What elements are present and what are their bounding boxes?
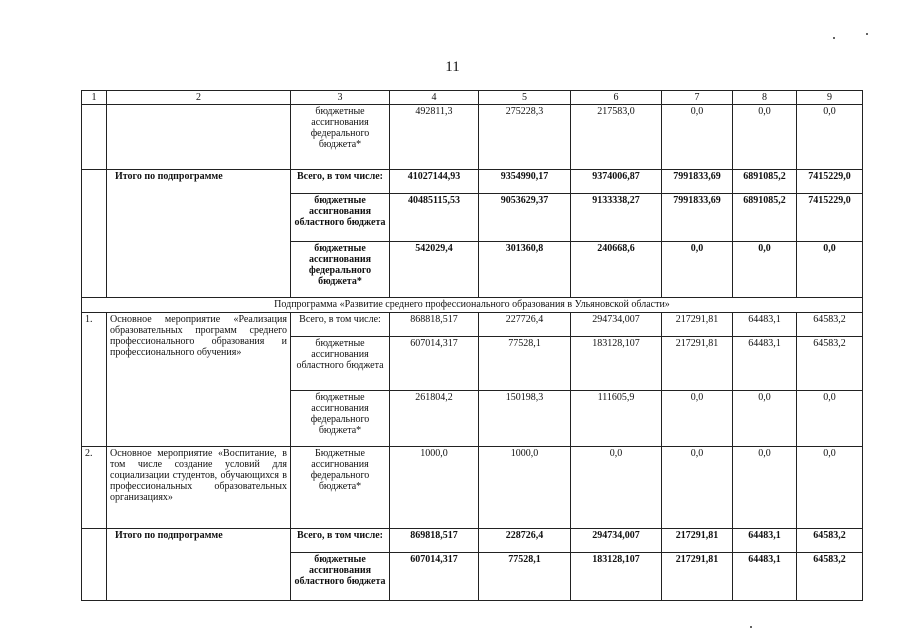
value-cell: 294734,007 [571, 313, 662, 337]
value-cell: 0,0 [733, 391, 797, 447]
column-number: 4 [390, 91, 479, 105]
value-cell: 0,0 [797, 105, 863, 170]
funding-source: Всего, в том числе: [291, 170, 390, 194]
value-cell: 77528,1 [479, 553, 571, 601]
value-cell: 9053629,37 [479, 194, 571, 242]
value-cell: 6891085,2 [733, 194, 797, 242]
value-cell: 111605,9 [571, 391, 662, 447]
row-number-cell [82, 105, 107, 170]
row-number-cell: 2. [82, 447, 107, 529]
value-cell: 275228,3 [479, 105, 571, 170]
value-cell: 0,0 [662, 105, 733, 170]
value-cell: 64583,2 [797, 529, 863, 553]
funding-source: Всего, в том числе: [291, 313, 390, 337]
value-cell: 217291,81 [662, 553, 733, 601]
value-cell: 7991833,69 [662, 170, 733, 194]
value-cell: 1000,0 [479, 447, 571, 529]
value-cell: 294734,007 [571, 529, 662, 553]
value-cell: 64483,1 [733, 553, 797, 601]
value-cell: 64583,2 [797, 553, 863, 601]
value-cell: 0,0 [797, 242, 863, 298]
value-cell: 0,0 [662, 447, 733, 529]
value-cell: 9133338,27 [571, 194, 662, 242]
value-cell: 0,0 [797, 447, 863, 529]
value-cell: 0,0 [662, 391, 733, 447]
value-cell: 150198,3 [479, 391, 571, 447]
value-cell: 0,0 [571, 447, 662, 529]
value-cell: 183128,107 [571, 553, 662, 601]
value-cell: 0,0 [797, 391, 863, 447]
funding-source: Бюджетные ассигнования федерального бюджета* [291, 447, 390, 529]
value-cell: 7991833,69 [662, 194, 733, 242]
value-cell: 0,0 [662, 242, 733, 298]
value-cell: 40485115,53 [390, 194, 479, 242]
value-cell: 41027144,93 [390, 170, 479, 194]
column-number-row [82, 91, 863, 105]
value-cell: 0,0 [733, 105, 797, 170]
value-cell: 6891085,2 [733, 170, 797, 194]
value-cell: 7415229,0 [797, 194, 863, 242]
value-cell: 0,0 [733, 447, 797, 529]
measure-name-cell: Основное мероприятие «Реализация образовательных программ среднего профессионального образования и профессионального обучения» [107, 313, 291, 447]
value-cell: 64583,2 [797, 337, 863, 391]
value-cell: 228726,4 [479, 529, 571, 553]
column-number: 5 [479, 91, 571, 105]
value-cell: 9374006,87 [571, 170, 662, 194]
budget-table [81, 90, 863, 601]
funding-source: бюджетные ассигнования областного бюджета [291, 194, 390, 242]
value-cell: 9354990,17 [479, 170, 571, 194]
value-cell: 1000,0 [390, 447, 479, 529]
column-number: 1 [82, 91, 107, 105]
value-cell: 240668,6 [571, 242, 662, 298]
column-number: 6 [571, 91, 662, 105]
funding-source: бюджетные ассигнования федерального бюджета* [291, 105, 390, 170]
table-row [82, 105, 863, 170]
subprogram-heading-row [82, 298, 863, 313]
funding-source: Всего, в том числе: [291, 529, 390, 553]
value-cell: 7415229,0 [797, 170, 863, 194]
measure-name-cell: Основное мероприятие «Воспитание, в том числе создание условий для социализации студентов, обучающихся в профессиональных образовательных организациях» [107, 447, 291, 529]
value-cell: 183128,107 [571, 337, 662, 391]
row-number-cell [82, 170, 107, 298]
column-number: 9 [797, 91, 863, 105]
subprogram-total-title: Итого по подпрограмме [107, 529, 291, 601]
value-cell: 607014,317 [390, 553, 479, 601]
value-cell: 0,0 [733, 242, 797, 298]
value-cell: 607014,317 [390, 337, 479, 391]
row-number-cell: 1. [82, 313, 107, 447]
table-row [82, 447, 863, 529]
column-number: 3 [291, 91, 390, 105]
value-cell: 868818,517 [390, 313, 479, 337]
value-cell: 301360,8 [479, 242, 571, 298]
page-number: 11 [445, 59, 460, 75]
table-row [82, 170, 863, 194]
value-cell: 217291,81 [662, 313, 733, 337]
value-cell: 64483,1 [733, 337, 797, 391]
row-number-cell [82, 529, 107, 601]
value-cell: 261804,2 [390, 391, 479, 447]
column-number: 8 [733, 91, 797, 105]
scan-speck [866, 33, 868, 35]
scan-speck [750, 626, 752, 628]
subprogram-title: Подпрограмма «Развитие среднего профессионального образования в Ульяновской области» [82, 298, 863, 313]
value-cell: 217583,0 [571, 105, 662, 170]
funding-source: бюджетные ассигнования областного бюджета [291, 337, 390, 391]
value-cell: 492811,3 [390, 105, 479, 170]
value-cell: 77528,1 [479, 337, 571, 391]
scan-speck [833, 37, 835, 39]
value-cell: 869818,517 [390, 529, 479, 553]
table-row [82, 313, 863, 337]
value-cell: 64483,1 [733, 529, 797, 553]
value-cell: 64483,1 [733, 313, 797, 337]
column-number: 7 [662, 91, 733, 105]
measure-name-cell [107, 105, 291, 170]
value-cell: 542029,4 [390, 242, 479, 298]
value-cell: 217291,81 [662, 337, 733, 391]
funding-source: бюджетные ассигнования областного бюджета [291, 553, 390, 601]
funding-source: бюджетные ассигнования федерального бюджета* [291, 391, 390, 447]
value-cell: 64583,2 [797, 313, 863, 337]
value-cell: 217291,81 [662, 529, 733, 553]
column-number: 2 [107, 91, 291, 105]
subprogram-total-title: Итого по подпрограмме [107, 170, 291, 298]
table-row [82, 529, 863, 553]
funding-source: бюджетные ассигнования федерального бюджета* [291, 242, 390, 298]
value-cell: 227726,4 [479, 313, 571, 337]
